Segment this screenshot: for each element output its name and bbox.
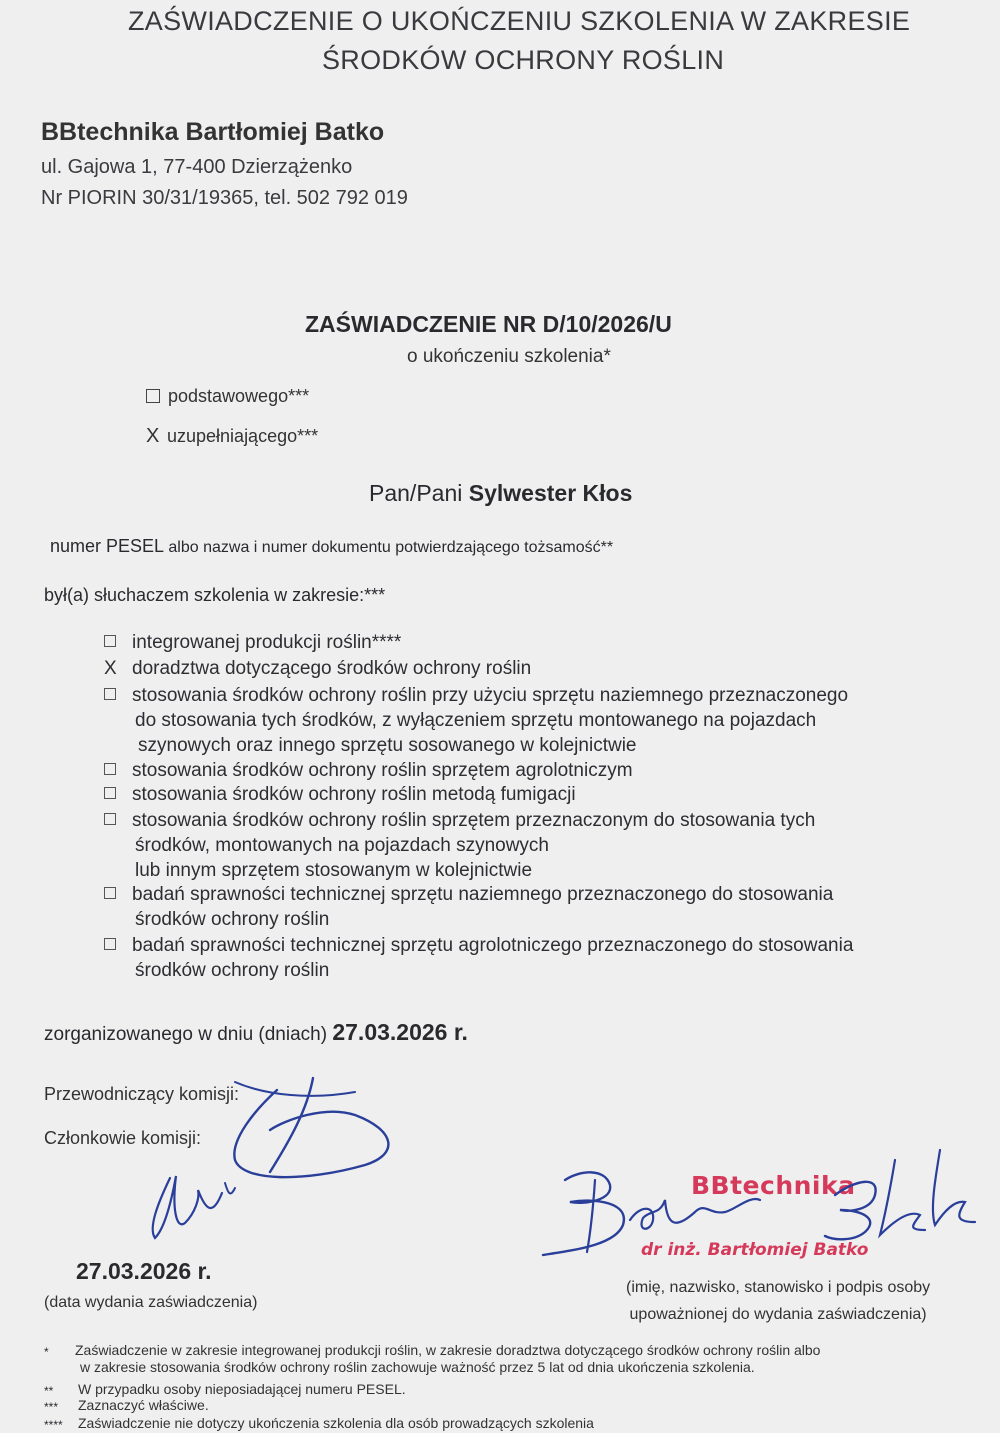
document-header-line-1: ZAŚWIADCZENIE O UKOŃCZENIU SZKOLENIA W ZAKRESIE bbox=[128, 6, 911, 36]
scope-item bbox=[104, 683, 848, 758]
scope-item-line: badań sprawności technicznej sprzętu naziemnego przeznaczonego do stosowania bbox=[132, 884, 834, 905]
check-x-mark: X bbox=[146, 425, 160, 447]
company-address: ul. Gajowa 1, 77-400 Dzierzążenko bbox=[41, 156, 353, 178]
scope-item bbox=[104, 933, 853, 983]
checkbox-empty-icon bbox=[104, 938, 116, 950]
scope-item-checkbox bbox=[104, 758, 130, 783]
footnote-1-mark: * bbox=[44, 1345, 49, 1359]
scope-item-line: stosowania środków ochrony roślin metodą fumigacji bbox=[132, 784, 576, 805]
footnote-3-line-1: Zaznaczyć właściwe. bbox=[78, 1397, 209, 1413]
certificate-subtitle: o ukończeniu szkolenia* bbox=[407, 346, 611, 367]
scope-item-checkbox bbox=[104, 808, 130, 833]
scope-item-line: lub innym sprzętem stosowanym w kolejnictwie bbox=[135, 860, 533, 881]
person-prefix: Pan/Pani bbox=[369, 480, 463, 506]
organized-line bbox=[44, 1019, 468, 1046]
scope-item bbox=[104, 882, 833, 932]
checkbox-empty-icon bbox=[104, 813, 116, 825]
checkbox-empty-icon bbox=[146, 389, 160, 403]
scope-item-text bbox=[132, 933, 853, 983]
scope-item-text bbox=[132, 683, 848, 758]
scope-item-checkbox bbox=[104, 882, 130, 907]
training-type-supplementary-label: uzupełniającego*** bbox=[167, 426, 319, 446]
person-line bbox=[369, 480, 632, 507]
scope-item-checkbox bbox=[104, 933, 130, 958]
checkbox-empty-icon bbox=[104, 787, 116, 799]
scope-item-line: środków, montowanych na pojazdach szynowych bbox=[135, 835, 550, 856]
scope-item-text bbox=[132, 882, 833, 932]
scope-item bbox=[104, 782, 576, 807]
scope-item bbox=[104, 758, 633, 783]
company-registry: Nr PIORIN 30/31/19365, tel. 502 792 019 bbox=[41, 187, 408, 209]
footnote-2-mark: ** bbox=[44, 1384, 54, 1398]
checkbox-empty-icon bbox=[104, 763, 116, 775]
footnote-4-line-1: Zaświadczenie nie dotyczy ukończenia szkolenia dla osób prowadzących szkolenia bbox=[78, 1415, 594, 1431]
scope-item-line: środków ochrony roślin bbox=[135, 960, 330, 981]
scope-item-line: doradztwa dotyczącego środków ochrony roślin bbox=[132, 658, 532, 679]
training-type-basic-label: podstawowego*** bbox=[168, 386, 310, 406]
authorized-caption-line-2: upoważnionej do wydania zaświadczenia) bbox=[629, 1306, 927, 1323]
authorized-caption-line-1: (imię, nazwisko, stanowisko i podpis osoby bbox=[626, 1279, 931, 1296]
scope-item bbox=[104, 808, 815, 883]
issue-date-caption: (data wydania zaświadczenia) bbox=[44, 1294, 258, 1311]
training-type-basic bbox=[146, 386, 309, 407]
authorized-caption bbox=[626, 1274, 930, 1328]
certificate-title: ZAŚWIADCZENIE NR D/10/2026/U bbox=[305, 311, 672, 337]
scope-item-text bbox=[132, 782, 576, 807]
scope-item-line: stosowania środków ochrony roślin sprzętem przeznaczonym do stosowania tych bbox=[132, 810, 816, 831]
training-type-supplementary bbox=[146, 425, 318, 448]
scope-item-text bbox=[132, 758, 633, 783]
pesel-label: numer PESEL bbox=[50, 536, 164, 556]
authorizer-signature bbox=[535, 1140, 995, 1260]
scope-item-checkbox bbox=[104, 683, 130, 708]
scope-item-checkbox bbox=[104, 782, 130, 807]
checkbox-empty-icon bbox=[104, 688, 116, 700]
footnote-4-mark: **** bbox=[44, 1418, 63, 1432]
scope-item-line: szynowych oraz innego sprzętu sosowanego w kolejnictwie bbox=[138, 735, 637, 756]
scope-item bbox=[104, 656, 531, 681]
pesel-description: albo nazwa i numer dokumentu potwierdzającego tożsamość** bbox=[168, 539, 614, 556]
scope-item-text bbox=[132, 808, 815, 883]
footnote-1-line-2: w zakresie stosowania środków ochrony roślin zachowuje ważność przez 5 lat od dnia ukończenia szkolenia. bbox=[80, 1359, 755, 1375]
checkbox-empty-icon bbox=[104, 887, 116, 899]
scope-item-line: środków ochrony roślin bbox=[135, 909, 330, 930]
company-stamp: BBtechnika bbox=[691, 1171, 856, 1200]
organized-date: 27.03.2026 r. bbox=[332, 1019, 468, 1045]
check-x-mark: X bbox=[104, 658, 117, 679]
scope-item-line: badań sprawności technicznej sprzętu agrolotniczego przeznaczonego do stosowania bbox=[132, 935, 854, 956]
footnote-1-line-1: Zaświadczenie w zakresie integrowanej produkcji roślin, w zakresie doradztwa dotyczącego środków ochrony roślin albo bbox=[75, 1342, 821, 1358]
scope-item-checkbox bbox=[104, 630, 130, 655]
scope-intro: był(a) słuchaczem szkolenia w zakresie:*** bbox=[44, 585, 386, 605]
scope-item-line: stosowania środków ochrony roślin przy użyciu sprzętu naziemnego przeznaczonego bbox=[132, 685, 849, 706]
stamp-person-name: dr inż. Bartłomiej Batko bbox=[641, 1240, 869, 1260]
scope-item-line: integrowanej produkcji roślin**** bbox=[132, 632, 402, 653]
scope-item-text bbox=[132, 630, 401, 655]
company-name: BBtechnika Bartłomiej Batko bbox=[41, 118, 385, 146]
footnote-2-line-1: W przypadku osoby nieposiadającej numeru PESEL. bbox=[78, 1381, 406, 1397]
document-header-line-2: ŚRODKÓW OCHRONY ROŚLIN bbox=[322, 45, 725, 75]
chair-signature bbox=[215, 1070, 405, 1185]
person-name: Sylwester Kłos bbox=[468, 480, 633, 506]
checkbox-empty-icon bbox=[104, 635, 116, 647]
scope-item-text bbox=[132, 656, 531, 681]
pesel-line bbox=[50, 536, 613, 557]
commission-chair-label: Przewodniczący komisji: bbox=[44, 1084, 240, 1104]
organized-label: zorganizowanego w dniu (dniach) bbox=[44, 1024, 328, 1045]
member-signature bbox=[140, 1168, 240, 1248]
commission-members-label: Członkowie komisji: bbox=[44, 1128, 202, 1148]
footnote-3-mark: *** bbox=[44, 1400, 59, 1414]
scope-item-line: do stosowania tych środków, z wyłączeniem sprzętu montowanego na pojazdach bbox=[135, 710, 817, 731]
scope-item-line: stosowania środków ochrony roślin sprzętem agrolotniczym bbox=[132, 760, 633, 781]
scope-item bbox=[104, 630, 401, 655]
issue-date: 27.03.2026 r. bbox=[76, 1258, 212, 1284]
